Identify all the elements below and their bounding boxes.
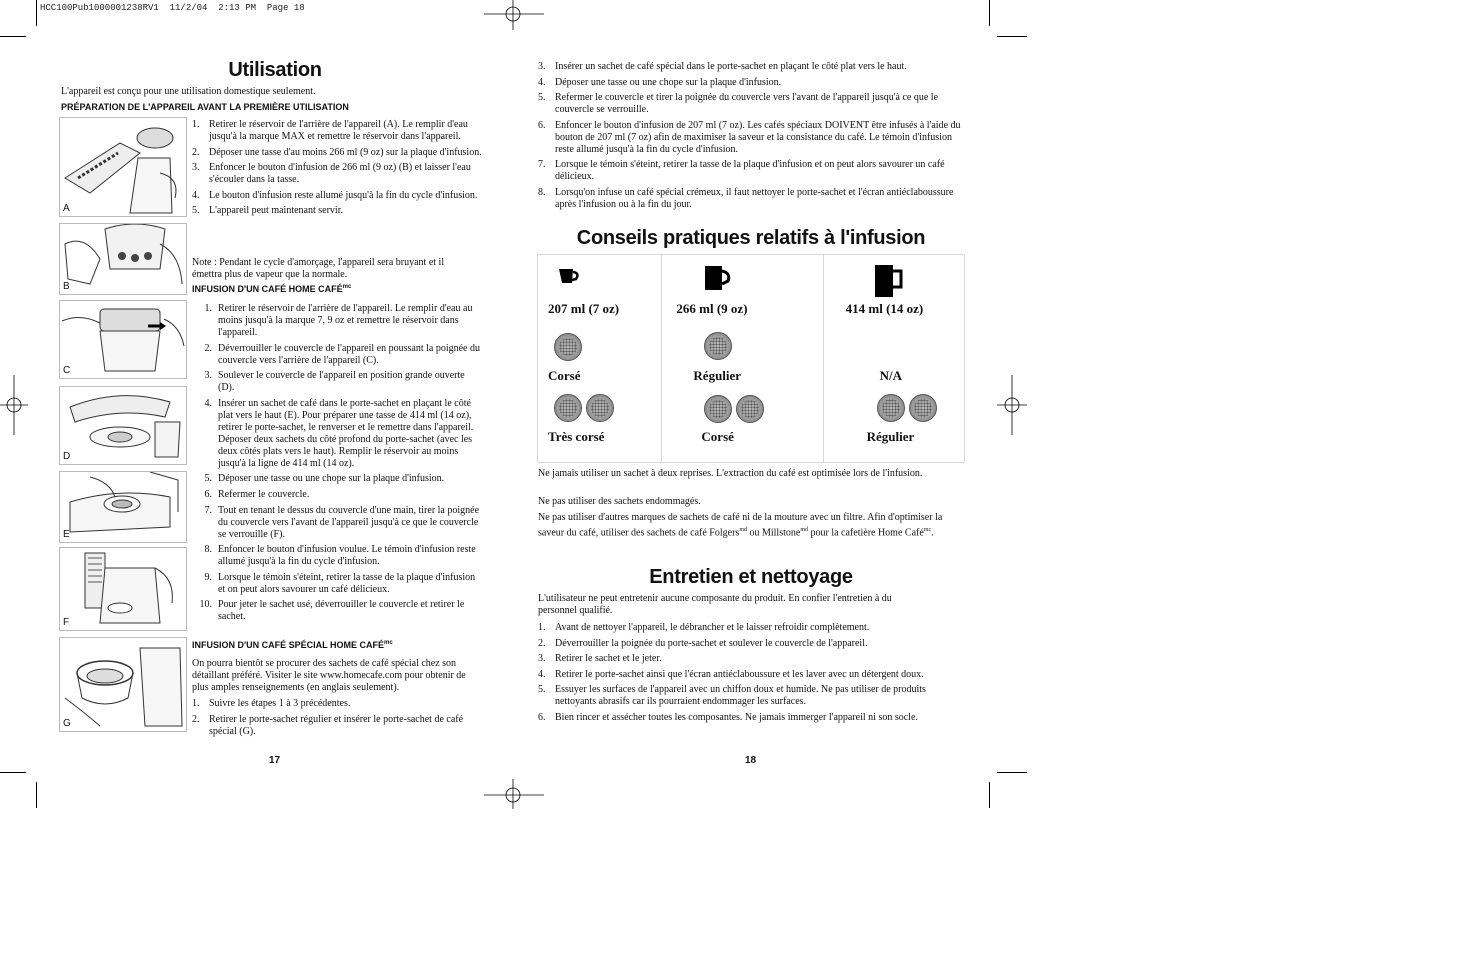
step-text: Soulever le couvercle de l'appareil en position grande ouverte (D). bbox=[218, 370, 465, 394]
step-text: Enfoncer le bouton d'infusion voulue. Le témoin d'infusion reste allumé jusqu'à la fin du cycle d'infusion. bbox=[218, 544, 476, 568]
step-number: 6. bbox=[538, 119, 546, 131]
lid-unlock-illustration bbox=[60, 301, 186, 378]
tips-strength-one: N/A bbox=[879, 368, 903, 383]
step-number: 4. bbox=[192, 189, 200, 201]
coffee-pod-icon bbox=[554, 394, 582, 422]
step-text: Retirer le réservoir de l'arrière de l'appareil. Le remplir d'eau au moins jusqu'à la marque 7, 9 oz et remettre le réservoir dans l'appareil. bbox=[218, 303, 473, 338]
special-intro: On pourra bientôt se procurer des sachets de café spécial chez son détaillant préféré. Visiter le site www.homecafe.com pour obtenir de plus amples renseignements (en anglais seulement). bbox=[192, 658, 466, 694]
step-number: 1. bbox=[192, 698, 200, 709]
step-number: 6. bbox=[204, 488, 212, 500]
figure-e bbox=[59, 471, 187, 543]
step-number: 4. bbox=[204, 397, 212, 409]
list-item bbox=[192, 698, 484, 710]
list-item bbox=[538, 622, 938, 634]
step-number: 4. bbox=[538, 668, 546, 680]
tips-cell-14oz bbox=[823, 255, 964, 463]
trademark-sup: md bbox=[800, 527, 808, 534]
step-text: Essuyer les surfaces de l'appareil avec un chiffon doux et humide. Ne pas utiliser de produits nettoyants abrasifs car ils pourraient endommager les surfaces. bbox=[555, 684, 926, 708]
list-item bbox=[192, 572, 482, 596]
figure-c bbox=[59, 300, 187, 379]
continued-steps bbox=[538, 61, 968, 215]
tips-strength-two: Corsé bbox=[701, 429, 734, 444]
step-text: Insérer un sachet de café dans le porte-sachet en plaçant le côté plat vers le haut (E). Pour préparer une tasse de 414 ml (14 oz), retirer le porte-sachet, le renverser et le remettre dans l'appareil. Déposer deux sachets du côté profond du porte-sachet (avec les deux côtés plats vers le haut). Remplir le réservoir au moins jusqu'à la ligne de 414 ml (14 oz). bbox=[218, 397, 474, 469]
print-slug: HCC100Pub1000001238RV1 11/2/04 2:13 PM Page 18 bbox=[40, 3, 305, 13]
page-title: Utilisation bbox=[228, 59, 322, 81]
step-number: 7. bbox=[538, 159, 546, 171]
step-number: 3. bbox=[538, 61, 546, 72]
list-item bbox=[192, 714, 484, 738]
step-text: Tout en tenant le dessus du couvercle d'une main, tirer la poignée du couvercle vers l'avant de l'appareil jusqu'à ce que le couvercle se verrouille (F). bbox=[218, 504, 480, 540]
page-number-left: 17 bbox=[269, 755, 281, 766]
step-number: 1. bbox=[204, 303, 212, 314]
trademark-sup: mc bbox=[342, 284, 352, 290]
list-item bbox=[192, 370, 482, 394]
step-text: Refermer le couvercle et tirer la poignée du couvercle vers l'avant de l'appareil jusqu'à ce que le couvercle se verrouille. bbox=[555, 92, 938, 116]
step-number: 5. bbox=[538, 684, 546, 696]
crop-mark bbox=[0, 36, 26, 37]
tips-strength-two: Régulier bbox=[866, 429, 915, 444]
crop-mark bbox=[997, 36, 1027, 37]
step-number: 2. bbox=[538, 637, 546, 649]
step-number: 3. bbox=[192, 162, 200, 174]
registration-mark-top bbox=[484, 0, 544, 30]
step-text: Déverrouiller le couvercle de l'appareil en poussant la poignée du couvercle vers l'arrière de l'appareil (C). bbox=[218, 342, 480, 366]
step-text: Retirer le porte-sachet ainsi que l'écran antiéclaboussure et les laver avec un détergent doux. bbox=[555, 668, 924, 680]
list-item bbox=[538, 653, 938, 665]
care-intro: L'utilisateur ne peut entretenir aucune composante du produit. En confier l'entretien à du personnel qualifié. bbox=[538, 593, 892, 617]
step-number: 2. bbox=[192, 713, 200, 725]
section-heading-special bbox=[192, 640, 482, 650]
coffee-pod-icon bbox=[704, 332, 732, 360]
coffee-pod-icon bbox=[586, 394, 614, 422]
figure-label: A bbox=[63, 203, 70, 214]
coffee-pod-icon bbox=[877, 394, 905, 422]
list-item bbox=[538, 712, 938, 724]
tips-cell-9oz bbox=[662, 255, 823, 463]
list-item bbox=[192, 599, 482, 623]
step-text: Enfoncer le bouton d'infusion de 266 ml (9 oz) (B) et laisser l'eau s'écouler dans la tasse. bbox=[209, 162, 471, 186]
mug-large-icon bbox=[872, 263, 904, 299]
step-number: 5. bbox=[538, 92, 546, 104]
figure-label: F bbox=[63, 617, 70, 628]
crop-mark bbox=[997, 772, 1027, 773]
step-text: Déposer une tasse ou une chope sur la plaque d'infusion. bbox=[555, 76, 782, 88]
trademark-sup: mc bbox=[923, 527, 932, 534]
step-number: 3. bbox=[538, 653, 546, 665]
step-number: 8. bbox=[204, 544, 212, 556]
figure-label: G bbox=[63, 718, 71, 729]
step-text: Pour jeter le sachet usé, déverrouiller le couvercle et retirer le sachet. bbox=[218, 599, 465, 623]
note-text: Note : Pendant le cycle d'amorçage, l'appareil sera bruyant et il émettra plus de vapeur que la normale. bbox=[192, 257, 445, 281]
special-steps bbox=[192, 698, 484, 741]
crop-mark bbox=[989, 0, 990, 26]
list-item bbox=[192, 147, 484, 159]
section-heading-prep: PRÉPARATION DE L'APPAREIL AVANT LA PREMIÈRE UTILISATION bbox=[61, 102, 349, 112]
step-text: Le bouton d'infusion reste allumé jusqu'à la fin du cycle d'infusion. bbox=[209, 189, 478, 201]
tips-strength-one: Régulier bbox=[693, 368, 742, 383]
page-number-right: 18 bbox=[745, 755, 757, 766]
list-item bbox=[192, 398, 482, 470]
tips-strength-one: Corsé bbox=[548, 368, 581, 383]
tips-size: 414 ml (14 oz) bbox=[845, 301, 924, 316]
brew-steps bbox=[192, 303, 482, 627]
coffee-pod-icon bbox=[704, 395, 732, 423]
list-item bbox=[192, 190, 484, 202]
list-item bbox=[192, 205, 484, 217]
tips-note: Ne pas utiliser des sachets endommagés. bbox=[538, 496, 701, 507]
list-item bbox=[538, 77, 968, 89]
brewing-tips-table bbox=[537, 254, 965, 463]
crop-mark bbox=[36, 0, 37, 26]
step-text: Avant de nettoyer l'appareil, le débrancher et le laisser refroidir complètement. bbox=[555, 622, 870, 633]
step-number: 8. bbox=[538, 186, 546, 198]
section-heading-brew bbox=[192, 284, 482, 294]
step-number: 2. bbox=[192, 146, 200, 158]
coffee-pod-icon bbox=[909, 394, 937, 422]
step-text: L'appareil peut maintenant servir. bbox=[209, 205, 343, 217]
appliance-reservoir-illustration bbox=[60, 118, 186, 216]
crop-mark bbox=[36, 782, 37, 808]
registration-mark-left bbox=[0, 375, 28, 435]
cup-small-icon bbox=[556, 263, 582, 289]
step-text: Lorsqu'on infuse un café spécial crémeux, il faut nettoyer le porte-sachet et l'écran antiéclaboussure après l'infusion ou à la fin du jour. bbox=[555, 186, 954, 210]
tips-strength-two: Très corsé bbox=[548, 429, 605, 444]
step-text: Enfoncer le bouton d'infusion de 207 ml (7 oz). Les cafés spéciaux DOIVENT être infusés à l'aide du bouton de 207 ml (7 oz) afin de maximiser la saveur et la consistance du café. Le témoin d'infusion reste allumé jusqu'à la fin du cycle d'infusion. bbox=[555, 119, 961, 155]
step-text: Bien rincer et assécher toutes les composantes. Ne jamais immerger l'appareil ni son socle. bbox=[555, 711, 918, 723]
trademark-sup: md bbox=[739, 527, 747, 534]
figure-label: C bbox=[63, 365, 71, 376]
list-item bbox=[192, 343, 482, 367]
intro-text: L'appareil est conçu pour une utilisation domestique seulement. bbox=[61, 86, 316, 97]
figure-label: D bbox=[63, 451, 71, 462]
tips-note-text: pour la cafetière Home Café bbox=[808, 527, 924, 539]
step-number: 1. bbox=[538, 622, 546, 633]
list-item bbox=[192, 473, 482, 485]
coffee-pod-icon bbox=[736, 395, 764, 423]
care-steps bbox=[538, 622, 938, 728]
coffee-pod-icon bbox=[554, 333, 582, 361]
tips-title: Conseils pratiques relatifs à l'infusion bbox=[576, 227, 926, 249]
step-text: Retirer le sachet et le jeter. bbox=[555, 653, 662, 665]
figure-b bbox=[59, 223, 187, 295]
lid-open-illustration bbox=[60, 387, 186, 464]
step-number: 9. bbox=[204, 571, 212, 583]
tips-size: 266 ml (9 oz) bbox=[676, 301, 748, 316]
lid-lock-illustration bbox=[60, 548, 186, 630]
section-heading-special-text: INFUSION D'UN CAFÉ SPÉCIAL HOME CAFÉ bbox=[192, 640, 384, 650]
step-number: 5. bbox=[204, 473, 212, 485]
registration-mark-bottom bbox=[484, 779, 544, 809]
step-text: Déposer une tasse d'au moins 266 ml (9 oz) sur la plaque d'infusion. bbox=[209, 146, 482, 158]
step-number: 7. bbox=[204, 504, 212, 516]
list-item bbox=[192, 544, 482, 568]
figure-g bbox=[59, 637, 187, 732]
step-number: 6. bbox=[538, 711, 546, 723]
pod-insert-illustration bbox=[60, 472, 186, 542]
prep-steps bbox=[192, 119, 484, 221]
list-item bbox=[192, 489, 482, 501]
step-number: 5. bbox=[192, 205, 200, 217]
step-number: 1. bbox=[192, 119, 200, 130]
step-text: Refermer le couvercle. bbox=[218, 488, 310, 500]
figure-f bbox=[59, 547, 187, 631]
tips-note-text: . bbox=[931, 527, 934, 539]
step-text: Retirer le porte-sachet régulier et insérer le porte-sachet de café spécial (G). bbox=[209, 713, 464, 737]
step-number: 2. bbox=[204, 342, 212, 354]
step-text: Déverrouiller la poignée du porte-sachet et soulever le couvercle de l'appareil. bbox=[555, 637, 868, 649]
crop-mark bbox=[989, 782, 990, 808]
figure-label: E bbox=[63, 529, 70, 540]
step-text: Insérer un sachet de café spécial dans le porte-sachet en plaçant le côté plat vers le haut. bbox=[555, 61, 907, 72]
section-heading-brew-text: INFUSION D'UN CAFÉ HOME CAFÉ bbox=[192, 284, 343, 294]
tips-cell-7oz bbox=[538, 255, 662, 463]
cup-medium-icon bbox=[702, 263, 732, 293]
tips-size: 207 ml (7 oz) bbox=[548, 301, 620, 316]
registration-mark-right bbox=[997, 375, 1027, 435]
list-item bbox=[538, 638, 938, 650]
figure-d bbox=[59, 386, 187, 465]
step-text: Retirer le réservoir de l'arrière de l'appareil (A). Le remplir d'eau jusqu'à la marque MAX et remettre le réservoir dans l'appareil. bbox=[209, 119, 468, 142]
step-number: 3. bbox=[204, 370, 212, 382]
step-number: 10. bbox=[199, 599, 212, 611]
step-text: Déposer une tasse ou une chope sur la plaque d'infusion. bbox=[218, 473, 445, 485]
list-item bbox=[538, 684, 938, 708]
list-item bbox=[538, 120, 968, 156]
figure-label: B bbox=[63, 281, 70, 292]
list-item bbox=[538, 187, 968, 211]
list-item bbox=[192, 119, 484, 143]
tips-note-text: Ne pas utiliser d'autres marques de sachets de café ni de la mouture avec un filtre. Afin d'optimiser la saveur du café, utiliser des sachets de café Folgers bbox=[538, 512, 943, 539]
brew-button-illustration bbox=[60, 224, 186, 294]
step-text: Lorsque le témoin s'éteint, retirer la tasse de la plaque d'infusion et on peut alors savourer un café délicieux. bbox=[555, 159, 945, 183]
list-item bbox=[192, 162, 484, 186]
list-item bbox=[538, 61, 968, 73]
list-item bbox=[538, 92, 968, 116]
crop-mark bbox=[0, 772, 26, 773]
trademark-sup: mc bbox=[383, 640, 393, 646]
list-item bbox=[538, 159, 968, 183]
list-item bbox=[192, 505, 482, 541]
special-pod-holder-illustration bbox=[60, 638, 186, 731]
step-number: 4. bbox=[538, 76, 546, 88]
tips-note bbox=[538, 512, 956, 540]
step-text: Suivre les étapes 1 à 3 précédentes. bbox=[209, 698, 351, 709]
figure-a bbox=[59, 117, 187, 217]
tips-note: Ne jamais utiliser un sachet à deux reprises. L'extraction du café est optimisée lors de l'infusion. bbox=[538, 468, 923, 479]
care-title: Entretien et nettoyage bbox=[649, 566, 853, 588]
step-text: Lorsque le témoin s'éteint, retirer la tasse de la plaque d'infusion et on peut alors savourer un café délicieux. bbox=[218, 571, 476, 595]
list-item bbox=[192, 303, 482, 339]
list-item bbox=[538, 669, 938, 681]
tips-note-text: ou Millstone bbox=[746, 527, 801, 539]
